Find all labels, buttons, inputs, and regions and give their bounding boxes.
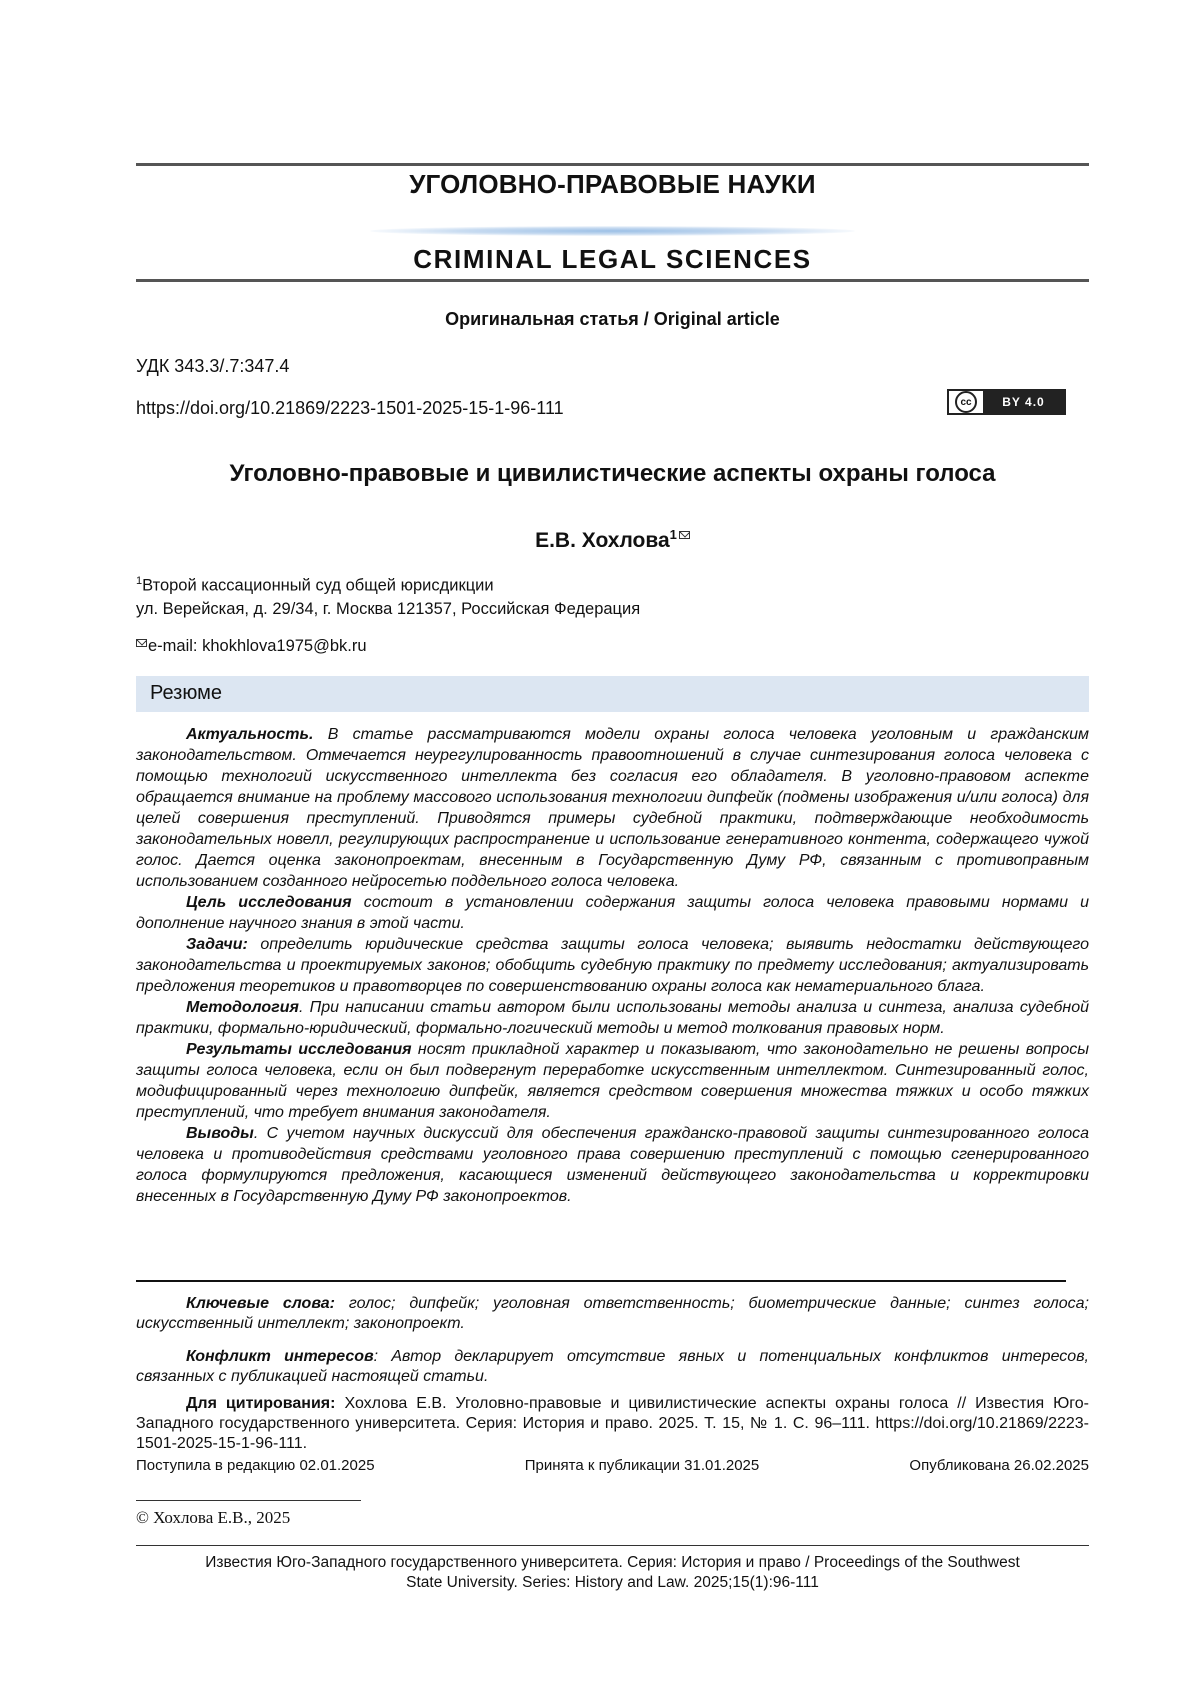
footer-rule xyxy=(136,1545,1089,1546)
abstract-label: Результаты исследования xyxy=(186,1041,412,1058)
author-line xyxy=(136,527,1089,553)
publication-dates xyxy=(136,1457,1089,1474)
date-accepted: Принята к публикации 31.01.2025 xyxy=(524,1457,760,1474)
abstract-label: Актуальность. xyxy=(186,726,314,743)
section-divider-glow xyxy=(370,226,855,236)
abstract-label: Методология xyxy=(186,999,299,1016)
keywords xyxy=(136,1294,1089,1334)
abstract xyxy=(136,724,1089,1207)
abstract-text: состоит в установлении содержания защиты голоса человека правовыми нормами и дополнение научного знания в этой части. xyxy=(136,894,1090,932)
article-type: Оригинальная статья / Original article xyxy=(445,309,780,329)
cc-license-label: BY 4.0 xyxy=(983,391,1064,413)
envelope-icon xyxy=(136,639,147,647)
article-title: Уголовно-правовые и цивилистические аспекты охраны голоса xyxy=(229,460,996,487)
cc-circle: cc xyxy=(955,391,977,413)
abstract-separator xyxy=(136,1280,1066,1282)
resume-heading: Резюме xyxy=(136,676,1089,712)
abstract-relevance xyxy=(136,724,1089,892)
top-rule xyxy=(136,163,1089,166)
section-title-ru: УГОЛОВНО-ПРАВОВЫЕ НАУКИ xyxy=(409,169,816,199)
affiliation-org xyxy=(136,575,494,596)
doi-link[interactable]: https://doi.org/10.21869/2223-1501-2025-15-1-96-111 xyxy=(136,398,564,418)
abstract-text: носят прикладной характер и показывают, что законодательно не решены вопросы защиты голоса человека, если он был подвергнут переработке искусственным интеллектом. Синтезированный голос, модифицированный через технологию дипфейк, является средством совершения множества тяжких и особо тяжких преступлений, что требует внимания законодателя. xyxy=(136,1041,1089,1121)
author-sup: 1 xyxy=(669,527,677,542)
keywords-label: Ключевые слова: xyxy=(186,1295,336,1312)
date-published: Опубликована 26.02.2025 xyxy=(909,1457,1089,1474)
cc-license-badge[interactable] xyxy=(947,389,1066,415)
copyright-rule xyxy=(136,1500,361,1501)
abstract-conclusions xyxy=(136,1123,1089,1207)
citation xyxy=(136,1394,1089,1454)
keywords-text: голос; дипфейк; уголовная ответственность; биометрические данные; синтез голоса; искусственный интеллект; законопроект. xyxy=(136,1295,1090,1332)
abstract-text: В статье рассматриваются модели охраны голоса человека уголовным и гражданским законодательством. Отмечается неурегулированность правоотношений в случае синтезирования голоса человека с помощью технологий искусственного интеллекта без согласия его обладателя. В уголовно-правовом аспекте обращается внимание на проблему массового использования технологии дипфейк (подмены изображения и/или голоса) для целей совершения преступлений. Приводятся примеры судебной практики, подтверждающие необходимость законодательных новелл, регулирующих распространение и использование генеративного контента, содержащего чужой голос. Дается оценка законопроектам, внесенным в Государственную Думу РФ, связанным с противоправным использованием созданного нейросетью поддельного голоса человека. xyxy=(136,726,1089,890)
conflict-label: Конфликт интересов xyxy=(186,1348,374,1365)
abstract-label: Выводы xyxy=(186,1125,254,1142)
affiliation-org-text: Второй кассационный суд общей юрисдикции xyxy=(142,576,494,595)
citation-label: Для цитирования: xyxy=(186,1395,336,1412)
date-received: Поступила в редакцию 02.01.2025 xyxy=(136,1457,375,1474)
citation-text: Хохлова Е.В. Уголовно-правовые и цивилистические аспекты охраны голоса // Известия Юго-Западного государственного университета. Серия: История и право. 2025. Т. 15, № 1. С. 96–111. https://doi.org/10.21869/2223-1501-2025-15-1-96-111. xyxy=(136,1395,1089,1452)
abstract-text: . С учетом научных дискуссий для обеспечения гражданско-правовой защиты синтезированного голоса человека и противодействия средствами уголовного права совершению преступлений с помощью сгенерированного голоса формулируются предложения, касающиеся изменений действующего законодательства и корректировки внесенных в Государственную Думу РФ законопроектов. xyxy=(136,1125,1089,1205)
copyright: © Хохлова Е.В., 2025 xyxy=(136,1508,291,1527)
abstract-tasks xyxy=(136,934,1089,997)
journal-footer xyxy=(136,1553,1089,1593)
affiliation-address: ул. Верейская, д. 29/34, г. Москва 121357, Российская Федерация xyxy=(136,600,641,618)
affiliation-sup: 1 xyxy=(136,575,143,587)
abstract-label: Задачи: xyxy=(186,936,248,953)
footer-line-2: State University. Series: History and Law. 2025;15(1):96-111 xyxy=(406,1574,819,1591)
email-line xyxy=(136,637,367,656)
udk-code: УДК 343.3/.7:347.4 xyxy=(136,356,290,376)
abstract-results xyxy=(136,1039,1089,1123)
section-title-en: CRIMINAL LEGAL SCIENCES xyxy=(413,244,812,274)
abstract-goal xyxy=(136,892,1089,934)
abstract-text: . При написании статьи автором были использованы методы анализа и синтеза, анализа судебной практики, формально-юридический, формально-логический методы и метод толкования правовых норм. xyxy=(136,999,1089,1037)
section-bottom-rule xyxy=(136,279,1089,282)
abstract-text: определить юридические средства защиты голоса человека; выявить недостатки действующего законодательства и проектируемых законов; обобщить судебную практику по предмету исследования; актуализировать предложения теоретиков и правотворцев по совершенствованию охраны голоса как нематериального блага. xyxy=(136,936,1089,995)
conflict-of-interest xyxy=(136,1347,1089,1387)
email-text[interactable]: e-mail: khokhlova1975@bk.ru xyxy=(148,637,367,655)
footer-line-1: Известия Юго-Западного государственного университета. Серия: История и право / Proceedings of the Southwest xyxy=(205,1554,1020,1571)
abstract-methodology xyxy=(136,997,1089,1039)
author-name: Е.В. Хохлова xyxy=(535,529,670,552)
cc-logo-icon xyxy=(949,391,983,413)
conflict-text: : Автор декларирует отсутствие явных и потенциальных конфликтов интересов, связанных с публикацией настоящей статьи. xyxy=(136,1348,1089,1385)
envelope-icon xyxy=(679,531,690,539)
abstract-label: Цель исследования xyxy=(186,894,352,911)
